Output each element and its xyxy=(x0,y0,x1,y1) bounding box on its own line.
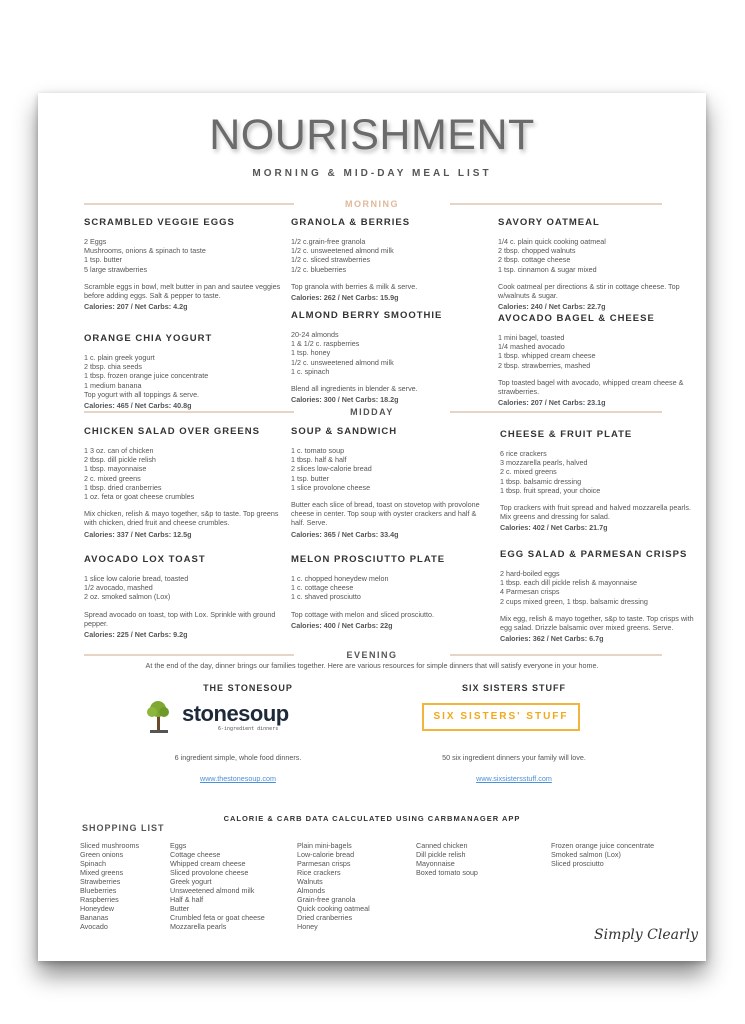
page-title: NOURISHMENT xyxy=(209,111,535,159)
shopping-column: Sliced mushrooms Green onions Spinach Mixed greens Strawberries Blueberries Raspberries Honeydew Bananas Avocado xyxy=(80,841,140,931)
divider xyxy=(84,654,294,656)
meal-title: CHICKEN SALAD OVER GREENS xyxy=(84,426,260,437)
six-sisters-logo[interactable]: SIX SISTERS' STUFF xyxy=(422,703,580,731)
meal-calories: Calories: 337 / Net Carbs: 12.5g xyxy=(84,529,192,539)
meal-calories: Calories: 402 / Net Carbs: 21.7g xyxy=(500,523,608,533)
divider xyxy=(450,411,662,413)
stonesoup-link[interactable]: www.thestonesoup.com xyxy=(200,774,276,783)
meal-title: ALMOND BERRY SMOOTHIE xyxy=(291,310,443,321)
meal-ingredients: 2 Eggs Mushrooms, onions & spinach to taste 1 tsp. butter 5 large strawberries xyxy=(84,237,206,274)
meal-calories: Calories: 207 / Net Carbs: 4.2g xyxy=(84,302,188,312)
meal-title: EGG SALAD & PARMESAN CRISPS xyxy=(500,549,688,560)
meal-title: SAVORY OATMEAL xyxy=(498,217,600,228)
meal-directions: Top cottage with melon and sliced prosciutto. xyxy=(291,609,435,619)
meal-ingredients: 1 c. plain greek yogurt 2 tbsp. chia seeds 1 tbsp. frozen orange juice concentrate 1 medium banana Top yogurt with all toppings & serve. xyxy=(84,353,209,399)
divider xyxy=(84,203,294,205)
divider xyxy=(450,654,662,656)
meal-calories: Calories: 362 / Net Carbs: 6.7g xyxy=(500,634,604,644)
meal-title: SCRAMBLED VEGGIE EGGS xyxy=(84,217,235,228)
meal-list-sheet xyxy=(38,93,706,961)
divider xyxy=(84,411,294,413)
meal-directions: Mix chicken, relish & mayo together, s&p to taste. Top greens with chicken, dried fruit and cheese crumbles. xyxy=(84,509,279,528)
meal-title: SOUP & SANDWICH xyxy=(291,426,398,437)
meal-calories: Calories: 225 / Net Carbs: 9.2g xyxy=(84,630,188,640)
section-evening-label: EVENING xyxy=(346,650,398,660)
meal-title: CHEESE & FRUIT PLATE xyxy=(500,429,633,440)
shopping-column: Plain mini-bagels Low-calorie bread Parmesan crisps Rice crackers Walnuts Almonds Grain-free granola Quick cooking oatmeal Dried cranberries Honey xyxy=(297,841,370,931)
resource-description: 6 ingredient simple, whole food dinners. xyxy=(174,753,302,762)
meal-title: AVOCADO LOX TOAST xyxy=(84,554,206,565)
section-morning-label: MORNING xyxy=(345,199,399,209)
shopping-column: Frozen orange juice concentrate Smoked salmon (Lox) Sliced prosciutto xyxy=(551,841,655,868)
meal-ingredients: 1 3 oz. can of chicken 2 tbsp. dill pickle relish 1 tbsp. mayonnaise 2 c. mixed greens 1 tbsp. dried cranberries 1 oz. feta or goat cheese crumbles xyxy=(84,446,195,502)
meal-title: ORANGE CHIA YOGURT xyxy=(84,333,213,344)
shopping-column: Canned chicken Dill pickle relish Mayonnaise Boxed tomato soup xyxy=(416,841,478,877)
section-midday-label: MIDDAY xyxy=(350,407,394,417)
evening-intro: At the end of the day, dinner brings our families together. Here are various resources for simple dinners that will satisfy everyone in your home. xyxy=(145,661,599,670)
stonesoup-logo-sub: 6-ingredient dinners xyxy=(218,726,279,732)
meal-card xyxy=(291,217,491,302)
brand-signature: Simply Clearly xyxy=(594,927,699,943)
meal-ingredients: 6 rice crackers 3 mozzarella pearls, halved 2 c. mixed greens 1 tbsp. balsamic dressing 1 tbsp. fruit spread, your choice xyxy=(500,449,601,495)
carb-data-note: CALORIE & CARB DATA CALCULATED USING CARBMANAGER APP xyxy=(223,814,521,823)
page-subtitle: MORNING & MID-DAY MEAL LIST xyxy=(252,168,492,179)
meal-calories: Calories: 262 / Net Carbs: 15.9g xyxy=(291,293,399,303)
divider xyxy=(450,203,662,205)
meal-card xyxy=(291,426,491,539)
meal-card xyxy=(291,554,491,630)
meal-ingredients: 1/2 c.grain-free granola 1/2 c. unsweetened almond milk 1/2 c. sliced strawberries 1/2 c. blueberries xyxy=(291,237,394,274)
stonesoup-logo-text: stonesoup xyxy=(182,701,289,726)
six-sisters-link[interactable]: www.sixsistersstuff.com xyxy=(476,774,552,783)
meal-calories: Calories: 207 / Net Carbs: 23.1g xyxy=(498,398,606,408)
meal-card xyxy=(291,310,491,404)
stonesoup-logo[interactable] xyxy=(142,697,322,735)
meal-directions: Butter each slice of bread, toast on stovetop with provolone cheese in center. Top soup with oyster crackers and half & half. Serve. xyxy=(291,500,480,528)
meal-ingredients: 1/4 c. plain quick cooking oatmeal 2 tbsp. chopped walnuts 2 tbsp. cottage cheese 1 tsp. cinnamon & sugar mixed xyxy=(498,237,606,274)
meal-directions: Spread avocado on toast, top with Lox. Sprinkle with ground pepper. xyxy=(84,609,276,628)
meal-directions: Blend all ingredients in blender & serve. xyxy=(291,384,418,394)
meal-calories: Calories: 300 / Net Carbs: 18.2g xyxy=(291,395,399,405)
meal-ingredients: 2 hard-boiled eggs 1 tbsp. each dill pickle relish & mayonnaise 4 Parmesan crisps 2 cups mixed green, 1 tbsp. balsamic dressing xyxy=(500,569,648,606)
meal-directions: Cook oatmeal per directions & stir in cottage cheese. Top w/walnuts & sugar. xyxy=(498,281,680,301)
meal-card xyxy=(500,549,702,643)
meal-title: MELON PROSCIUTTO PLATE xyxy=(291,554,446,565)
meal-directions: Scramble eggs in bowl, melt butter in pan and sautee veggies before adding eggs. Salt & pepper to taste. xyxy=(84,281,281,301)
meal-ingredients: 1 mini bagel, toasted 1/4 mashed avocado 1 tbsp. whipped cream cheese 2 tbsp. strawberries, mashed xyxy=(498,333,596,370)
resource-heading: SIX SISTERS STUFF xyxy=(461,683,566,693)
meal-card xyxy=(84,333,284,410)
meal-card xyxy=(84,554,284,639)
meal-directions: Top toasted bagel with avocado, whipped cream cheese & strawberries. xyxy=(498,377,684,397)
meal-ingredients: 1 c. chopped honeydew melon 1 c. cottage cheese 1 c. shaved prosciutto xyxy=(291,574,389,602)
meal-card xyxy=(498,313,698,407)
meal-calories: Calories: 400 / Net Carbs: 22g xyxy=(291,620,393,630)
resource-heading: THE STONESOUP xyxy=(203,683,293,693)
meal-directions: Mix egg, relish & mayo together, s&p to taste. Top crisps with egg salad. Drizzle balsamic over mixed greens. Serve. xyxy=(500,613,694,633)
meal-ingredients: 1 slice low calorie bread, toasted 1/2 avocado, mashed 2 oz. smoked salmon (Lox) xyxy=(84,574,189,602)
meal-card xyxy=(498,217,698,311)
meal-card xyxy=(84,217,284,311)
meal-calories: Calories: 365 / Net Carbs: 33.4g xyxy=(291,529,399,539)
meal-card xyxy=(500,429,700,532)
meal-calories: Calories: 465 / Net Carbs: 40.8g xyxy=(84,401,192,411)
shopping-column: Eggs Cottage cheese Whipped cream cheese Sliced provolone cheese Greek yogurt Unsweetened almond milk Half & half Butter Crumbled feta or goat cheese Mozzarella pearls xyxy=(170,841,265,931)
shopping-list-title: SHOPPING LIST xyxy=(82,823,165,833)
meal-directions: Top crackers with fruit spread and halved mozzarella pearls. Mix greens and dressing for salad. xyxy=(500,503,691,522)
meal-directions: Top granola with berries & milk & serve. xyxy=(291,281,418,291)
meal-ingredients: 1 c. tomato soup 1 tbsp. half & half 2 slices low-calorie bread 1 tsp. butter 1 slice provolone cheese xyxy=(291,446,372,492)
resource-description: 50 six ingredient dinners your family will love. xyxy=(442,753,586,762)
meal-title: AVOCADO BAGEL & CHEESE xyxy=(498,313,655,324)
meal-title: GRANOLA & BERRIES xyxy=(291,217,411,228)
tree-icon xyxy=(142,697,176,735)
meal-calories: Calories: 240 / Net Carbs: 22.7g xyxy=(498,302,606,312)
meal-card xyxy=(84,426,284,539)
meal-ingredients: 20-24 almonds 1 & 1/2 c. raspberries 1 tsp. honey 1/2 c. unsweetened almond milk 1 c. spinach xyxy=(291,330,394,376)
